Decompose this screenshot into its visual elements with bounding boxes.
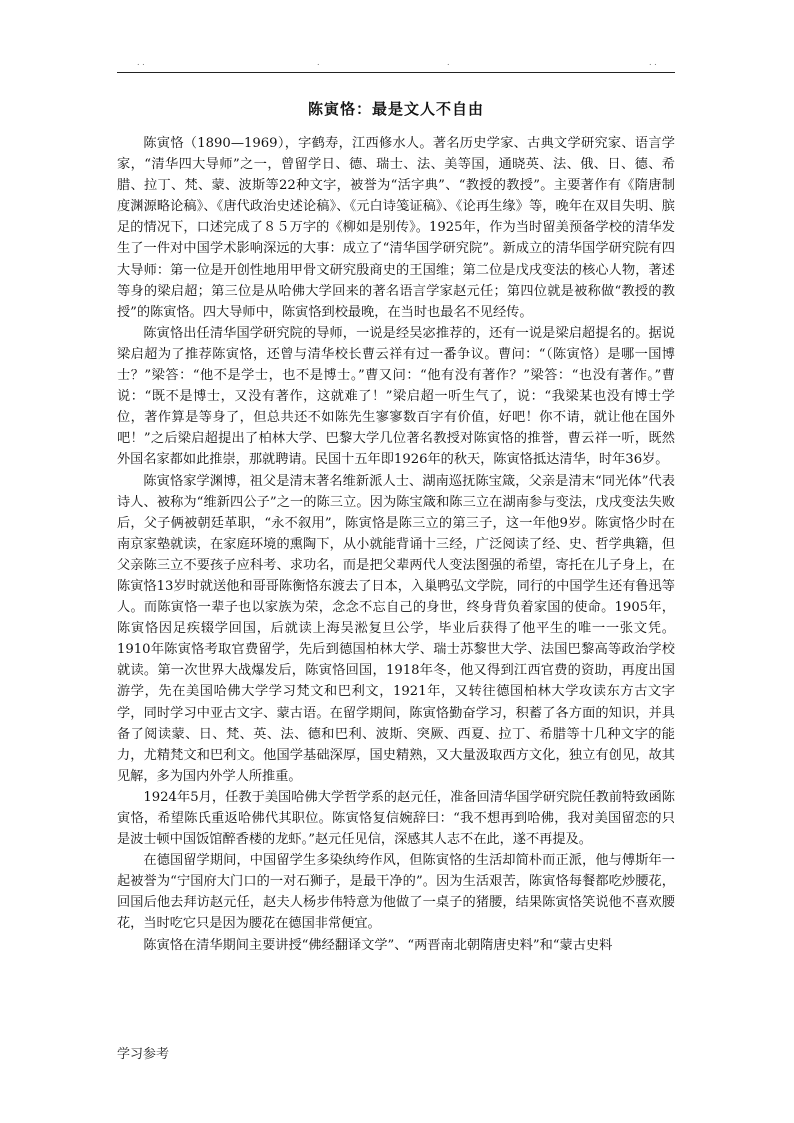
paragraph: 陈寅恪（1890—1969），字鹤寿，江西修水人。著名历史学家、古典文学研究家、语言学家，“清华四大导师”之一，曾留学日、德、瑞士、法、美等国，通晓英、法、俄、日、德、希腊、拉丁、梵、蒙、波斯等22种文字，被誉为“活字典”、“教授的教授”。主要著作有《隋唐制度渊源略论稿》、《唐代政治史述论稿》、《元白诗笺证稿》、《论再生缘》等，晚年在双目失明、膑足的情况下，口述完成了８５万字的《柳如是别传》。1925年，作为当时留美预备学校的清华发生了一件对中国学术影响深远的大事：成立了“清华国学研究院”。新成立的清华国学研究院有四大导师：第一位是开创性地用甲骨文研究殷商史的王国维；第二位是戊戌变法的核心人物，著述等身的梁启超；第三位是从哈佛大学回来的著名语言学家赵元任；第四位就是被称做“教授的教授”的陈寅恪。四大导师中，陈寅恪到校最晚，在当时也最名不见经传。 <box>117 136 675 320</box>
header-dot: . . <box>137 58 145 67</box>
page-footer: 学习参考 <box>117 1047 170 1062</box>
paragraph: 在德国留学期间，中国留学生多染纨绔作风，但陈寅恪的生活却简朴而正派，他与傅斯年一起被誉为“宁国府大门口的一对石狮子，是最干净的”。因为生活艰苦，陈寅恪每餐都吃炒腰花，回国后他去拜访赵元任，赵夫人杨步伟特意为他做了一桌子的猪腰，结果陈寅恪笑说他不喜欢腰花，当时吃它只是因为腰花在德国非常便宜。 <box>117 853 675 932</box>
paragraph: 陈寅恪出任清华国学研究院的导师，一说是经吴宓推荐的，还有一说是梁启超提名的。据说梁启超为了推荐陈寅恪，还曾与清华校长曹云祥有过一番争议。曹问：“（陈寅恪）是哪一国博士？”梁答：“他不是学士，也不是博士。”曹又问：“他有没有著作？”梁答：“也没有著作。”曹说：“既不是博士，又没有著作，这就难了！”梁启超一听生气了，说：“我梁某也没有博士学位，著作算是等身了，但总共还不如陈先生寥寥数百字有价值，好吧！你不请，就让他在国外吧！”之后梁启超提出了柏林大学、巴黎大学几位著名教授对陈寅恪的推誉，曹云祥一听，既然外国名家都如此推崇，那就聘请。民国十五年即1926年的秋天，陈寅恪抵达清华，时年36岁。 <box>117 325 675 468</box>
header-dots <box>117 58 675 70</box>
header-dot: . <box>317 58 320 67</box>
article-body <box>117 133 675 956</box>
paragraph: 陈寅恪在清华期间主要讲授“佛经翻译文学”、“两晋南北朝隋唐史料”和“蒙古史料 <box>143 937 613 953</box>
header-dot: . <box>447 58 450 67</box>
header-rule <box>117 72 675 73</box>
page-title: 陈寅恪：最是文人不自由 <box>307 100 484 118</box>
paragraph: 陈寅恪家学渊博，祖父是清末著名维新派人士、湖南巡抚陈宝箴，父亲是清末“同光体”代表诗人、被称为“维新四公子”之一的陈三立。因为陈宝箴和陈三立在湖南参与变法，戊戌变法失败后，父子俩被朝廷革职，“永不叙用”，陈寅恪是陈三立的第三子，这一年他9岁。陈寅恪少时在南京家塾就读，在家庭环境的熏陶下，从小就能背诵十三经，广泛阅读了经、史、哲学典籍，但父亲陈三立不要孩子应科考、求功名，而是把父辈两代人变法图强的希望，寄托在儿子身上，在陈寅恪13岁时就送他和哥哥陈衡恪东渡去了日本，入巢鸭弘文学院，同行的中国学生还有鲁迅等人。而陈寅恪一辈子也以家族为荣，念念不忘自己的身世，终身背负着家国的使命。1905年，陈寅恪因足疾辍学回国，后就读上海吴淞复旦公学，毕业后获得了他平生的唯一一张文凭。1910年陈寅恪考取官费留学，先后到德国柏林大学、瑞士苏黎世大学、法国巴黎高等政治学校就读。第一次世界大战爆发后，陈寅恪回国，1918年冬，他又得到江西官费的资助，再度出国游学，先在美国哈佛大学学习梵文和巴利文，1921年，又转往德国柏林大学攻读东方古文字学，同时学习中亚古文字、蒙古语。在留学期间，陈寅恪勤奋学习，积蓄了各方面的知识，并具备了阅读蒙、日、梵、英、法、德和巴利、波斯、突厥、西夏、拉丁、希腊等十几种文字的能力，尤精梵文和巴利文。他国学基础深厚，国史精熟，又大量汲取西方文化，独立有创见，故其见解，多为国内外学人所推重。 <box>117 473 675 784</box>
header-dot: . . <box>649 58 657 67</box>
paragraph: 1924年5月，任教于美国哈佛大学哲学系的赵元任，准备回清华国学研究院任教前特致函陈寅恪，希望陈氏重返哈佛代其职位。陈寅恪复信婉辞曰：“我不想再到哈佛，我对美国留恋的只是波士顿中国饭馆醉香楼的龙虾。”赵元任见信，深感其人志不在此，遂不再提及。 <box>117 789 675 848</box>
